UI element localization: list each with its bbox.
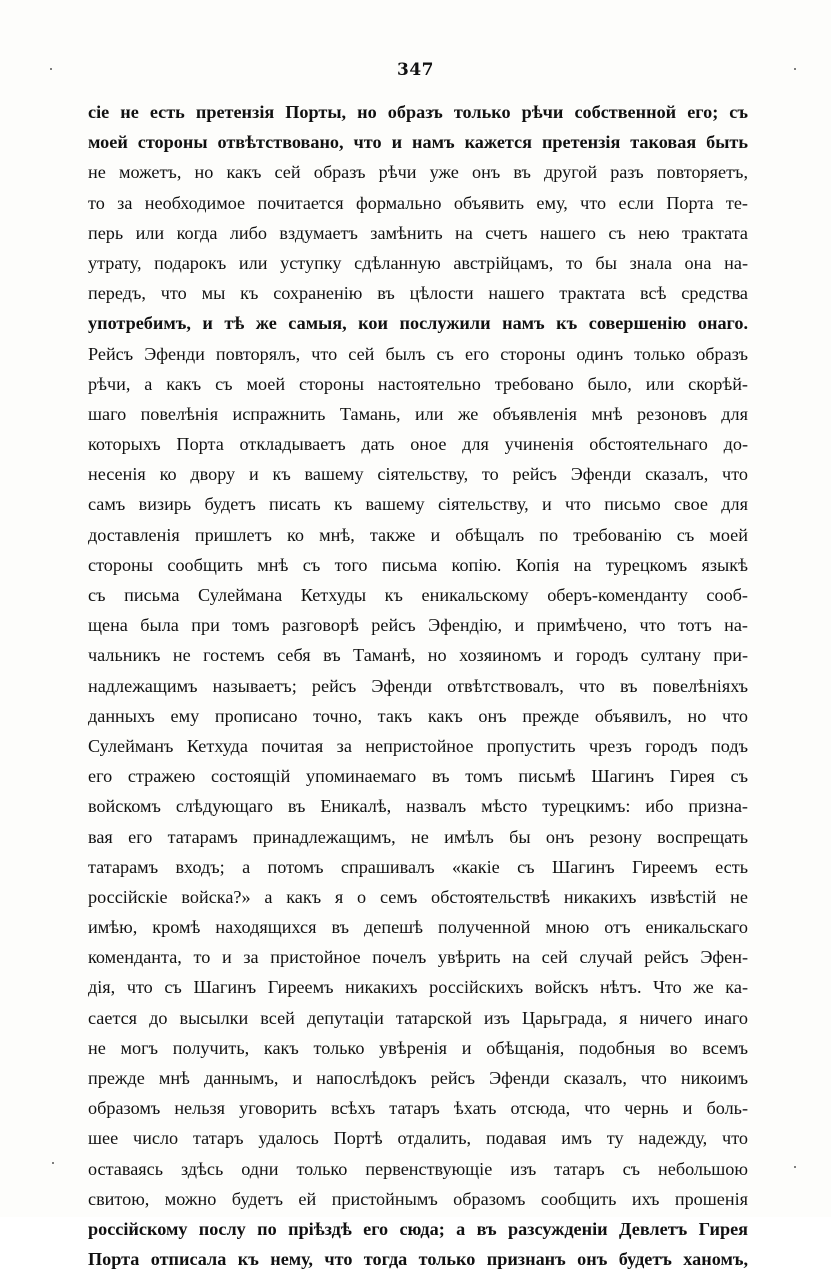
paper-speck	[50, 68, 52, 70]
text-line: сается до высылки всей депутаціи татарской изъ Царьграда, я ничего инаго	[88, 1007, 748, 1028]
paper-speck	[52, 1162, 54, 1164]
text-line: употребимъ, и тѣ же самыя, кои послужили намъ къ совершенію онаго.	[88, 313, 748, 334]
text-line: коменданта, то и за пристойное почелъ увѣрить на сей случай рейсъ Эфен-	[88, 947, 748, 968]
text-line: дія, что съ Шагинъ Гиреемъ никакихъ россійскихъ войскъ нѣтъ. Что же ка-	[88, 977, 748, 998]
text-line: стороны сообщить мнѣ съ того письма копію. Копія на турецкомъ языкѣ	[88, 554, 748, 575]
text-line: съ письма Сулеймана Кетхуды къ еникальскому оберъ-коменданту сооб-	[88, 585, 748, 605]
text-line: россійскому послу по пріѣздѣ его сюда; а въ разсужденіи Девлетъ Гирея	[88, 1218, 748, 1239]
text-line: которыхъ Порта откладываетъ дать оное для учиненія обстоятельнаго до-	[88, 434, 748, 455]
text-line: вая его татарамъ принадлежащимъ, не имѣлъ бы онъ резону воспрещать	[88, 826, 748, 847]
text-line: имѣю, кромѣ находящихся въ депешѣ полученной мною отъ еникальскаго	[88, 917, 748, 938]
page-number: 347	[397, 60, 434, 80]
text-line: перь или когда либо вздумаетъ замѣнить на счетъ нашего съ нею трактата	[88, 222, 748, 243]
text-line: его стражею состоящій упоминаемаго въ томъ письмѣ Шагинъ Гирея съ	[88, 766, 748, 787]
text-line: Сулейманъ Кетхуда почитая за непристойное пропустить чрезъ городъ подъ	[88, 735, 748, 756]
text-line: самъ визирь будетъ писать къ вашему сіятельству, и что письмо свое для	[88, 494, 748, 515]
text-line: татарамъ входъ; а потомъ спрашивалъ «какіе съ Шагинъ Гиреемъ есть	[88, 856, 748, 877]
text-line: шаго повелѣнія испражнить Тамань, или же объявленія мнѣ резоновъ для	[88, 403, 748, 424]
text-line: россійскіе войска?» а какъ я о семъ обстоятельствѣ никакихъ извѣстій не	[88, 886, 748, 907]
paper-speck	[794, 1166, 796, 1168]
text-line: образомъ нельзя уговорить всѣхъ татаръ ѣхать отсюда, что чернь и боль-	[88, 1098, 748, 1119]
text-line: доставленія пришлетъ ко мнѣ, также и обѣщалъ по требованію съ моей	[88, 524, 748, 545]
text-line: надлежащимъ называетъ; рейсъ Эфенди отвѣтствовалъ, что въ повелѣніяхъ	[88, 675, 748, 696]
text-line: Порта отписала къ нему, что тогда только признанъ онъ будетъ ханомъ,	[88, 1249, 748, 1270]
text-line: утрату, подарокъ или уступку сдѣланную австрійцамъ, то бы знала она на-	[88, 252, 748, 273]
page-body-text	[88, 97, 748, 1274]
text-line: шее число татаръ удалось Портѣ отдалить, подавая имъ ту надежду, что	[88, 1128, 748, 1149]
text-line: чальникъ не гостемъ себя въ Таманѣ, но хозяиномъ и городъ султану при-	[88, 645, 748, 666]
paper-speck	[794, 68, 796, 70]
text-line: сіе не есть претензія Порты, но образъ только рѣчи собственной его; съ	[88, 102, 748, 122]
text-line: оставаясь здѣсь одни только первенствующіе изъ татаръ съ небольшою	[88, 1158, 748, 1179]
text-line: то за необходимое почитается формально объявить ему, что если Порта те-	[88, 192, 748, 213]
text-line: рѣчи, а какъ съ моей стороны настоятельно требовано было, или скорѣй-	[88, 373, 748, 394]
text-line: войскомъ слѣдующаго въ Еникалѣ, назвалъ мѣсто турецкимъ: ибо призна-	[88, 796, 748, 817]
text-line: прежде мнѣ даннымъ, и напослѣдокъ рейсъ Эфенди сказалъ, что никоимъ	[88, 1068, 748, 1088]
text-line: несенія ко двору и къ вашему сіятельству, то рейсъ Эфенди сказалъ, что	[88, 464, 748, 485]
text-line: щена была при томъ разговорѣ рейсъ Эфендію, и примѣчено, что тотъ на-	[88, 615, 748, 636]
text-line: моей стороны отвѣтствовано, что и намъ кажется претензія таковая быть	[88, 132, 748, 153]
text-line: не можетъ, но какъ сей образъ рѣчи уже онъ въ другой разъ повторяетъ,	[88, 162, 748, 183]
text-line: не могъ получить, какъ только увѣренія и обѣщанія, подобныя во всемъ	[88, 1037, 748, 1058]
text-line: свитою, можно будетъ ей пристойнымъ образомъ сообщить ихъ прошенія	[88, 1188, 748, 1209]
text-line: данныхъ ему прописано точно, такъ какъ онъ прежде объявилъ, но что	[88, 705, 748, 726]
text-line: передъ, что мы къ сохраненію въ цѣлости нашего трактата всѣ средства	[88, 283, 748, 304]
text-line: Рейсъ Эфенди повторялъ, что сей былъ съ его стороны одинъ только образъ	[88, 343, 748, 364]
